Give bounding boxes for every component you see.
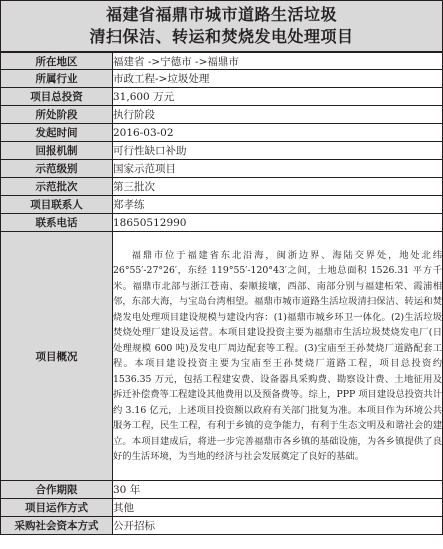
row-overview [1,232,443,481]
project-title-header [0,0,443,52]
value-procurement-method: 公开招标 [113,517,443,535]
label-overview: 项目概况 [1,232,113,481]
label-industry: 所属行业 [1,70,113,88]
row-start-date [1,124,443,142]
label-stage: 所处阶段 [1,106,113,124]
value-contact-person: 郑孝练 [113,196,443,214]
value-stage: 执行阶段 [113,106,443,124]
label-total-investment: 项目总投资 [1,88,113,106]
row-total-investment [1,88,443,106]
row-contact-person [1,196,443,214]
label-demo-level: 示范级别 [1,160,113,178]
label-cooperation-period: 合作期限 [1,481,113,499]
label-demo-batch: 示范批次 [1,178,113,196]
value-demo-batch: 第三批次 [113,178,443,196]
value-region: 福建省 ->宁德市 ->福鼎市 [113,53,443,70]
value-contact-phone: 18650512990 [113,214,443,232]
project-info-table [0,52,443,535]
value-cooperation-period: 30 年 [113,481,443,499]
value-return-mechanism: 可行性缺口补助 [113,142,443,160]
row-operation-mode [1,499,443,517]
row-region [1,53,443,70]
project-title-line-1: 福建省福鼎市城市道路生活垃圾 [105,5,337,24]
label-region: 所在地区 [1,53,113,70]
value-start-date: 2016-03-02 [113,124,443,142]
label-contact-person: 项目联系人 [1,196,113,214]
row-demo-level [1,160,443,178]
row-demo-batch [1,178,443,196]
project-title-line-2: 清扫保洁、转运和焚烧发电处理项目 [89,27,354,46]
label-procurement-method: 采购社会资本方式 [1,517,113,535]
label-operation-mode: 项目运作方式 [1,499,113,517]
label-return-mechanism: 回报机制 [1,142,113,160]
row-procurement-method [1,517,443,535]
value-demo-level: 国家示范项目 [113,160,443,178]
row-contact-phone [1,214,443,232]
label-contact-phone: 联系电话 [1,214,113,232]
value-industry: 市政工程->垃圾处理 [113,70,443,88]
value-total-investment: 31,600 万元 [113,88,443,106]
row-cooperation-period [1,481,443,499]
label-start-date: 发起时间 [1,124,113,142]
value-overview: 福鼎市位于福建省东北沿海，闽浙边界、海陆交界处，地处北纬 26°55′-27°26′，东经 119°55′-120°43′之间，土地总面积 1526.31 平方千米。福鼎市北部与浙江苍南、泰顺接壤，西部、南部分别与福建柘荣、霞浦相邻，东部大海，与宝岛台湾相望。福鼎市城市道路生活垃圾清扫保洁、转运和焚烧发电处理项目建设规模与建设内容：(1)福鼎市城乡环卫一体化。(2)生活垃圾焚烧处理厂建设及运营。本项目建设投资主要为福鼎市生活垃圾焚烧发电厂(日处理规模 600 吨)及发电厂周边配套等工程。(3)宝庙至王孙焚烧厂道路配套工程。本项目建设投资主要为宝庙至王孙焚烧厂道路工程，项目总投资约 1536.35 万元，包括工程建安费、设备器具采购费、勘察设计费、土地征用及拆迁补偿费等工程建设其他费用以及预备费等。综上，PPP 项目建设总投资共计约 3.16 亿元，上述项目投资额以政府有关部门批复为准。本项目作为环境公共服务工程，民生工程，有利于乡镇的竞争能力，有利于生态文明及和谐社会的建立。本项目建成后，将进一步完善福鼎市各乡镇的基础设施，为各乡镇提供了良好的生活环境，为当地的经济与社会发展奠定了良好的基础。 [113,232,443,481]
value-operation-mode: 其他 [113,499,443,517]
row-industry [1,70,443,88]
row-return-mechanism [1,142,443,160]
row-stage [1,106,443,124]
